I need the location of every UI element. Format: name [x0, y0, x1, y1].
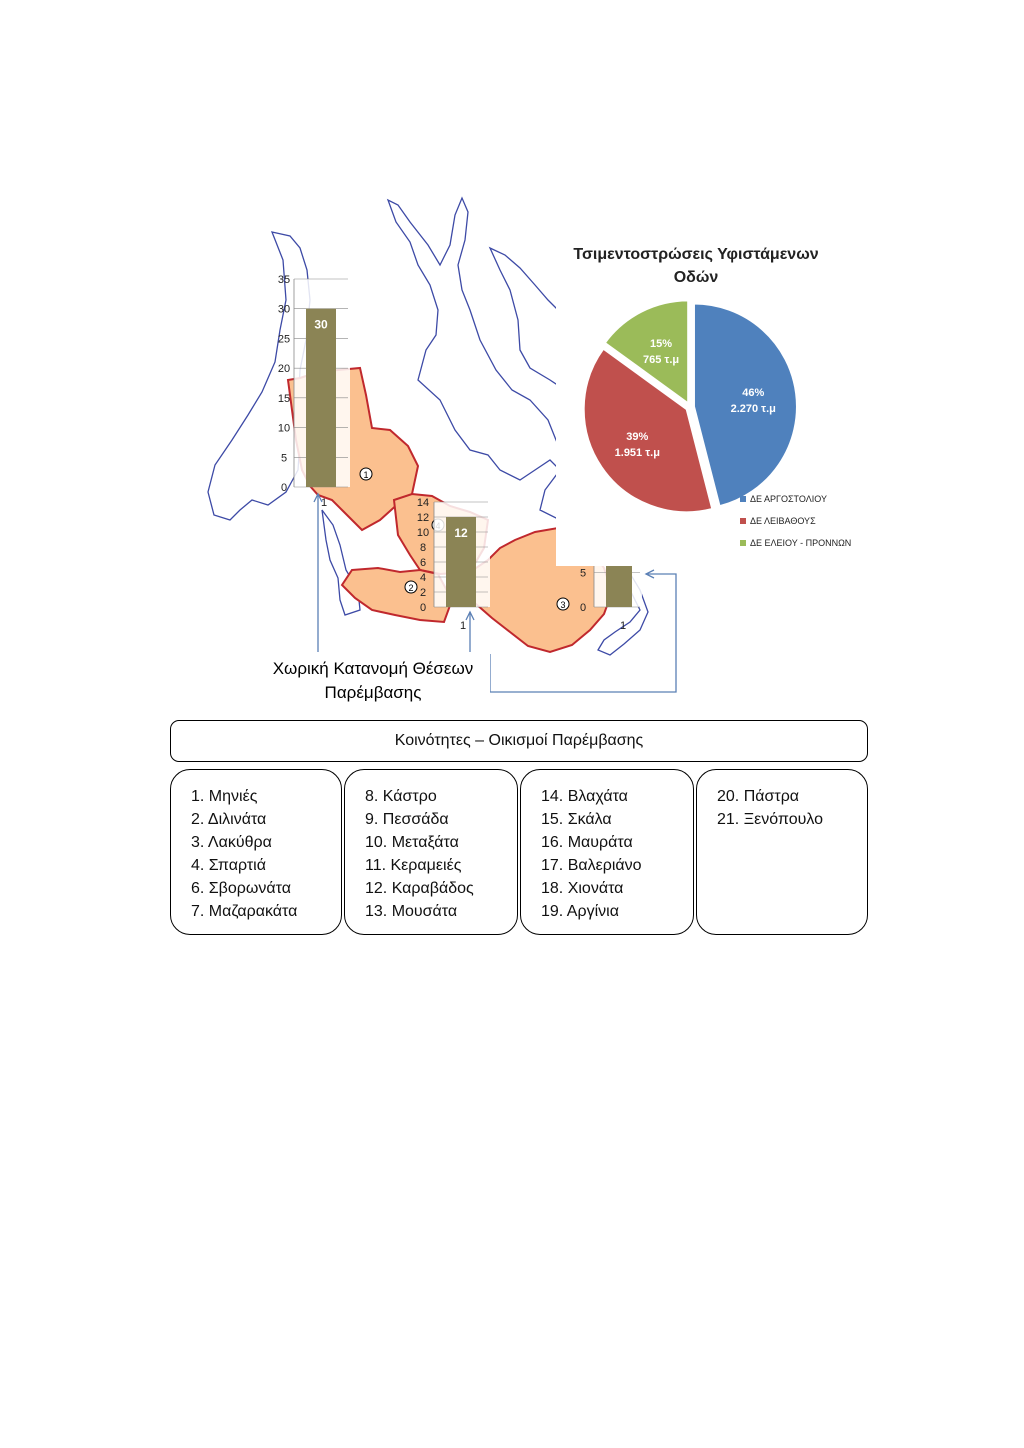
region-marker-1	[360, 468, 372, 480]
settlements-column-2	[344, 769, 518, 935]
legend-swatch	[740, 518, 746, 524]
legend-swatch	[740, 540, 746, 546]
settlement-item: 11. Κεραμειές	[365, 857, 462, 874]
svg-text:1: 1	[363, 470, 369, 480]
region-marker-2	[405, 581, 417, 593]
bar-y-tick-label: 0	[579, 602, 587, 614]
pie-area-label: 765 τ.μ	[643, 354, 680, 367]
pie-area-label: 2.270 τ.μ	[730, 403, 776, 416]
coastline-gulf	[322, 510, 360, 615]
pie-title-line1: Τσιμεντοστρώσεις Υφιστάμενων	[573, 246, 819, 263]
legend-label: ΔΕ ΑΡΓΟΣΤΟΛΙΟΥ	[750, 494, 827, 504]
bar-category-label: 1	[619, 620, 627, 632]
bar-y-tick-label: 0	[419, 602, 427, 614]
settlements-column-4	[696, 769, 868, 935]
bar-y-tick-label: 12	[416, 512, 430, 524]
region-marker-3	[557, 598, 569, 610]
bar-y-tick-label: 10	[416, 527, 430, 539]
settlement-item: 12. Καραβάδος	[365, 880, 474, 897]
settlements-title	[170, 720, 868, 762]
settlement-item: 2. Διλινάτα	[191, 811, 267, 828]
map-caption-line1: Χωρική Κατανομή Θέσεων	[272, 659, 474, 678]
settlement-item: 9. Πεσσάδα	[365, 811, 449, 828]
bar-y-tick-label: 15	[277, 392, 291, 405]
bar-y-tick-label: 5	[280, 452, 288, 465]
settlement-item: 1. Μηνιές	[191, 788, 258, 805]
settlement-item: 16. Μαυράτα	[541, 834, 633, 851]
bar-y-tick-label: 14	[416, 497, 430, 509]
map-caption-line2: Παρέμβασης	[324, 683, 422, 702]
svg-text:2: 2	[408, 583, 414, 593]
legend-label: ΔΕ ΕΛΕΙΟΥ - ΠΡΟΝΝΩΝ	[750, 538, 852, 548]
bar-y-tick-label: 10	[277, 422, 291, 435]
legend-label: ΔΕ ΛΕΙΒΑΘΟΥΣ	[750, 516, 816, 526]
settlement-item: 15. Σκάλα	[541, 811, 612, 828]
settlement-item: 14. Βλαχάτα	[541, 788, 628, 805]
bar-y-tick-label: 30	[277, 303, 291, 316]
bar-y-tick-label: 4	[419, 572, 427, 584]
settlement-item: 7. Μαζαρακάτα	[191, 903, 298, 920]
bar-category-label: 1	[459, 620, 467, 632]
pie-percent-label: 39%	[626, 430, 649, 443]
bar-value-label: 30	[314, 317, 328, 332]
map-figure	[0, 0, 1024, 720]
settlement-item: 17. Βαλεριάνο	[541, 857, 642, 874]
settlement-item: 3. Λακύθρα	[191, 834, 272, 851]
settlement-item: 13. Μουσάτα	[365, 903, 458, 920]
bar	[306, 309, 336, 487]
bar-y-tick-label: 2	[419, 587, 427, 599]
bar-y-tick-label: 6	[419, 557, 427, 569]
settlement-item: 20. Πάστρα	[717, 788, 800, 805]
settlements-column-1	[170, 769, 342, 935]
settlements-column-3	[520, 769, 694, 935]
legend-swatch	[740, 496, 746, 502]
svg-text:3: 3	[560, 600, 566, 610]
pie-percent-label: 46%	[742, 387, 765, 400]
bar-category-label: 1	[320, 497, 328, 509]
pie-title-line2: Οδών	[673, 269, 719, 286]
pie-percent-label: 15%	[650, 338, 673, 351]
settlement-item: 6. Σβορωνάτα	[191, 880, 291, 897]
bar-y-tick-label: 5	[579, 567, 587, 580]
settlement-item: 8. Κάστρο	[365, 788, 437, 805]
settlement-item: 4. Σπαρτιά	[191, 857, 266, 874]
settlement-item: 21. Ξενόπουλο	[717, 811, 824, 828]
bar-value-label: 12	[454, 526, 468, 540]
pie-area-label: 1.951 τ.μ	[614, 446, 660, 459]
bar-y-tick-label: 20	[277, 363, 291, 376]
settlement-item: 10. Μεταξάτα	[365, 834, 459, 851]
settlements-title-text: Κοινότητες – Οικισμοί Παρέμβασης	[394, 732, 644, 749]
bar-y-tick-label: 8	[419, 542, 427, 554]
settlement-item: 19. Αργίνια	[541, 903, 619, 920]
bar-y-tick-label: 25	[277, 333, 291, 346]
bar-y-tick-label: 0	[280, 482, 288, 494]
settlement-item: 18. Χιονάτα	[541, 880, 624, 897]
bar-y-tick-label: 35	[277, 274, 291, 286]
